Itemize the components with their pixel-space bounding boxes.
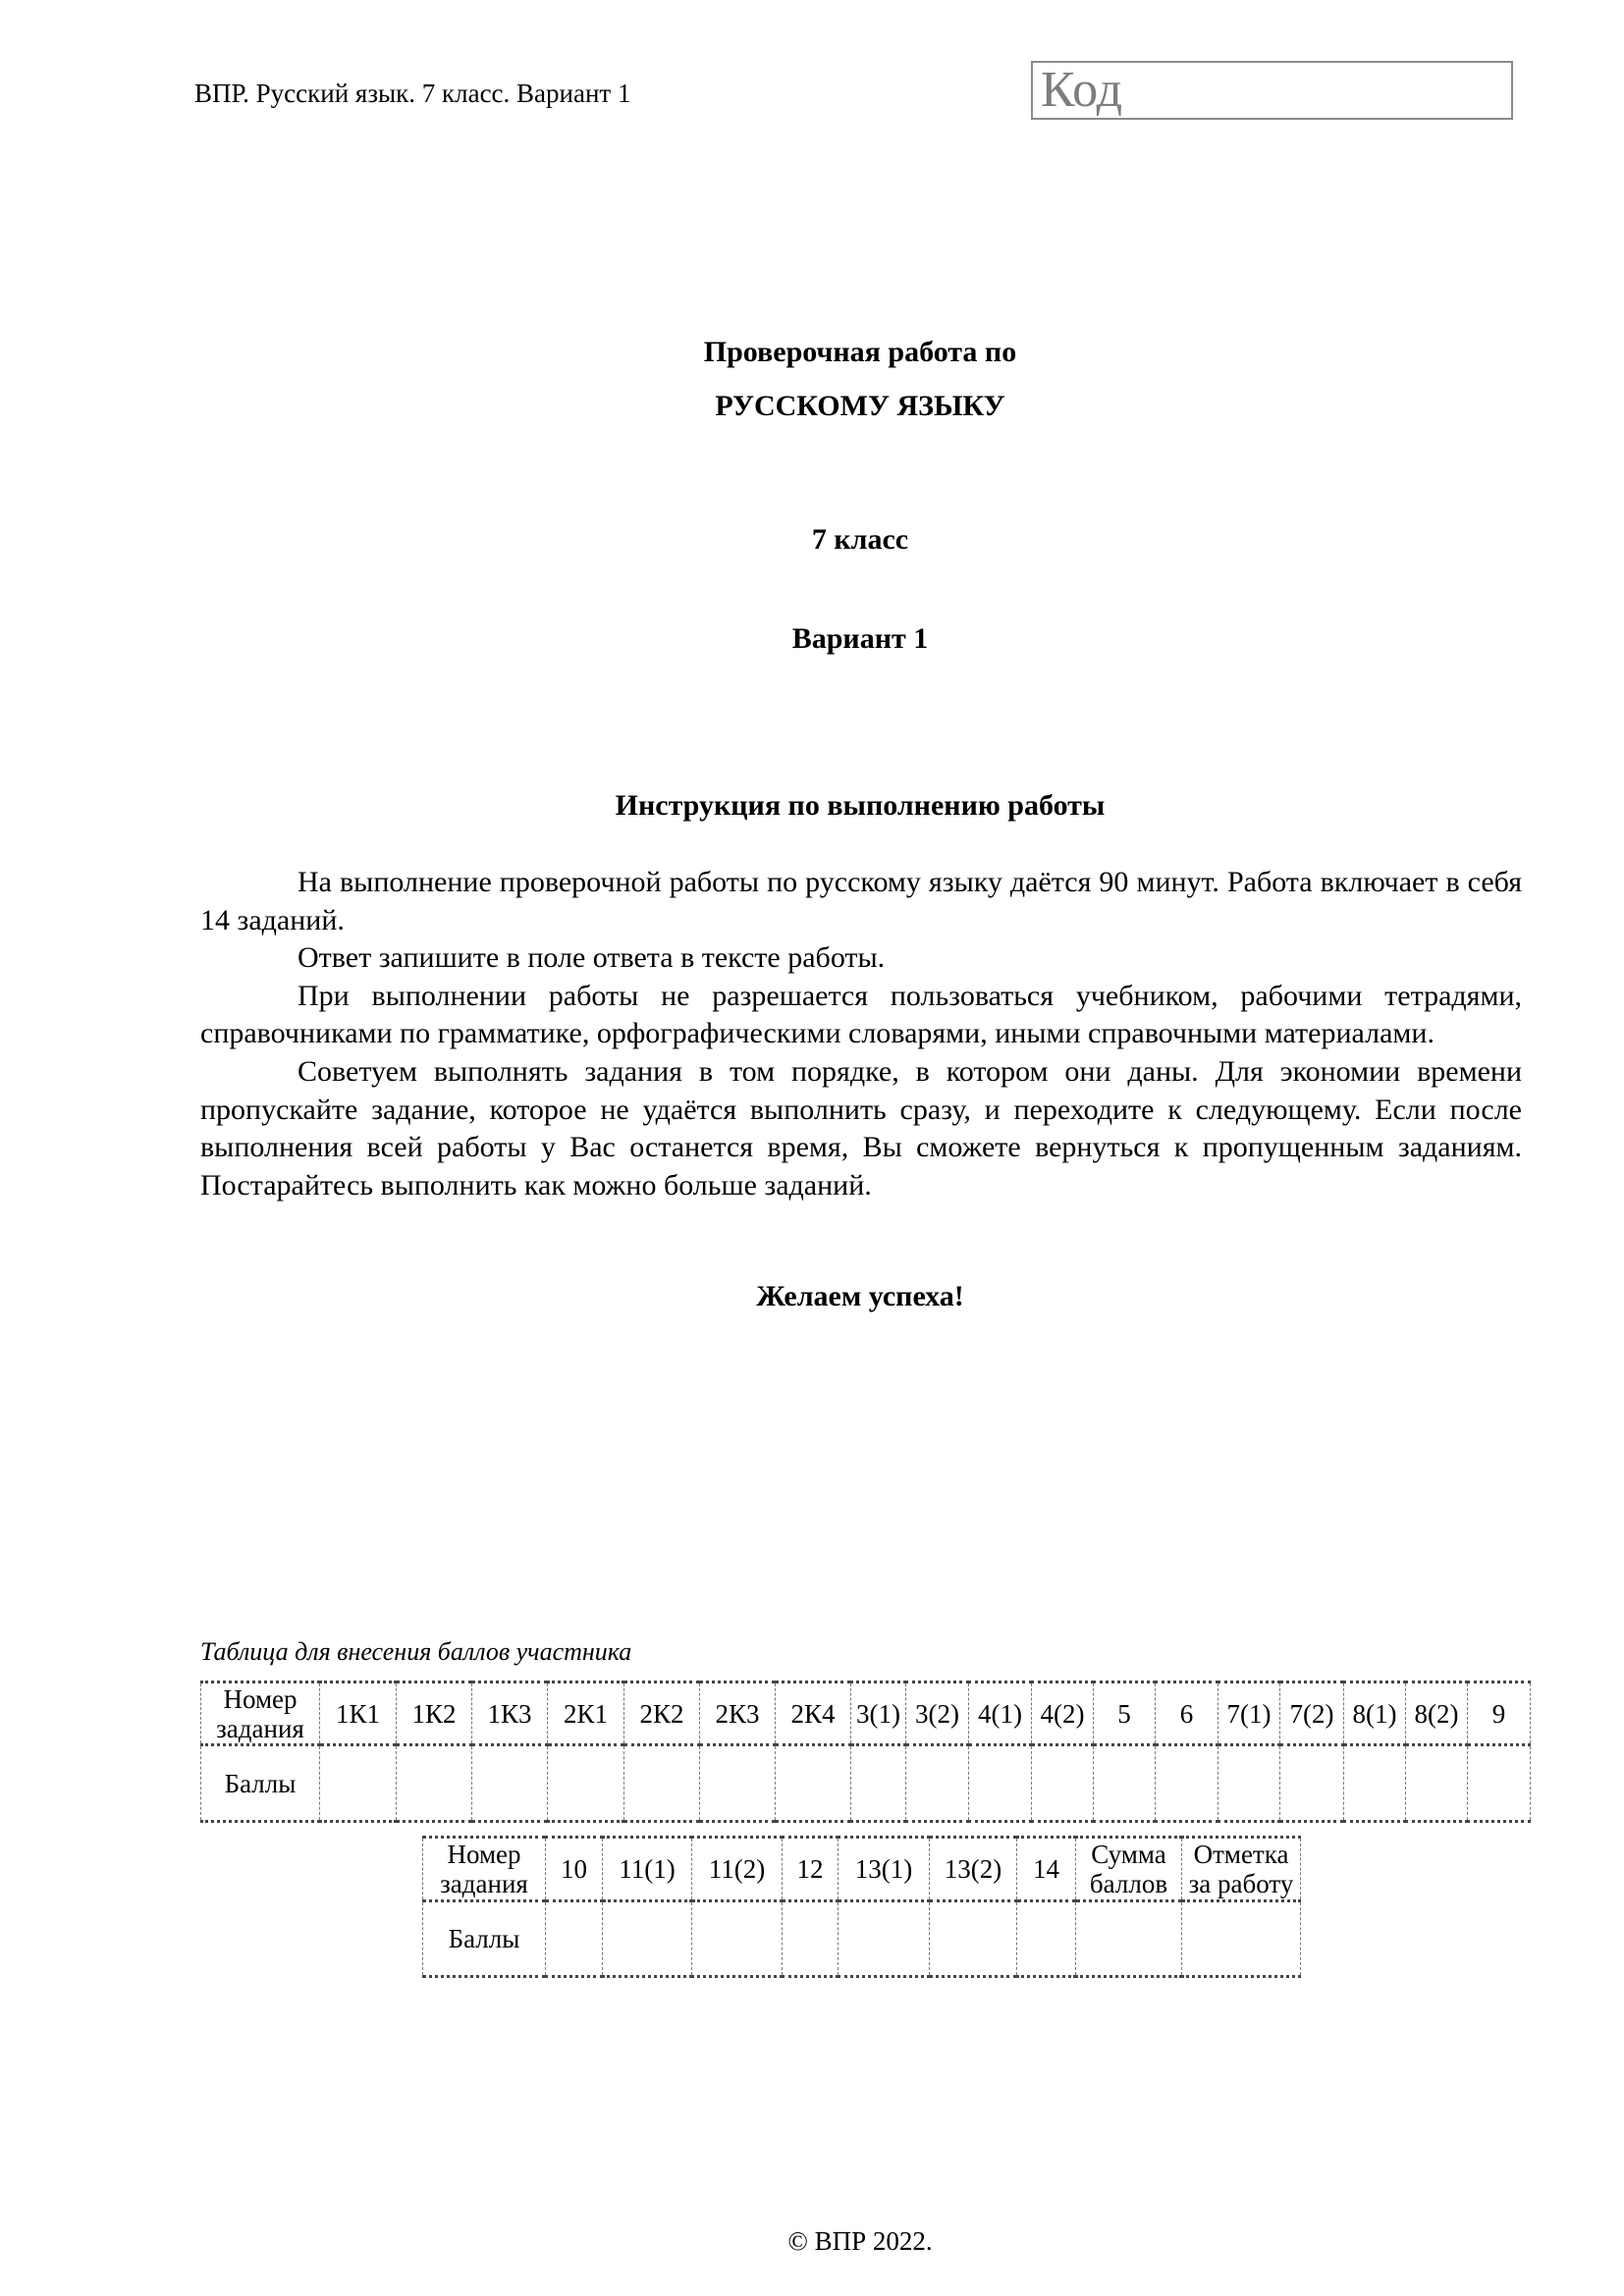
instruction-paragraph: На выполнение проверочной работы по русскому языку даётся 90 минут. Работа включает в себя 14 заданий.: [200, 866, 1522, 936]
good-luck-text: Желаем успеха!: [756, 1280, 964, 1312]
points-input-cell[interactable]: [700, 1745, 776, 1822]
points-input-cell[interactable]: [1032, 1745, 1094, 1822]
points-input-cell[interactable]: [1182, 1901, 1301, 1977]
task-number-cell: Отметка за работу: [1182, 1838, 1301, 1901]
instruction-paragraph: Советуем выполнять задания в том порядке, в котором они даны. Для экономии времени пропускайте задание, которое не удаётся выполнить сразу, и переходите к следующему. Если после выполнения всей работы у Вас останется время, Вы сможете вернуться к пропущенным заданиям. Постарайтесь выполнить как можно больше заданий.: [200, 1054, 1522, 1201]
points-input-cell[interactable]: [472, 1745, 548, 1822]
points-input-cell[interactable]: [624, 1745, 700, 1822]
task-number-cell: 13(2): [930, 1838, 1017, 1901]
task-number-cell: 14: [1017, 1838, 1076, 1901]
task-number-cell: 2К4: [776, 1682, 851, 1745]
points-input-cell[interactable]: [1468, 1745, 1531, 1822]
task-number-cell: 7(2): [1280, 1682, 1344, 1745]
points-input-cell[interactable]: [851, 1745, 906, 1822]
points-input-cell[interactable]: [548, 1745, 624, 1822]
points-input-cell[interactable]: [692, 1901, 783, 1977]
task-number-row: [201, 1682, 1531, 1745]
task-number-cell: 3(1): [851, 1682, 906, 1745]
task-number-cell: 5: [1094, 1682, 1156, 1745]
score-table-1: [200, 1681, 1531, 1823]
row-header-points: Баллы: [423, 1901, 546, 1977]
task-number-cell: 1К2: [397, 1682, 472, 1745]
task-number-cell: 2К3: [700, 1682, 776, 1745]
points-input-cell[interactable]: [1017, 1901, 1076, 1977]
points-input-cell[interactable]: [603, 1901, 692, 1977]
task-number-cell: 11(2): [692, 1838, 783, 1901]
instructions-heading: Инструкция по выполнению работы: [615, 789, 1106, 822]
points-input-cell[interactable]: [1218, 1745, 1280, 1822]
task-number-cell: 11(1): [603, 1838, 692, 1901]
task-number-cell: 1К1: [320, 1682, 397, 1745]
score-table-2: [422, 1836, 1301, 1978]
row-header-points: Баллы: [201, 1745, 320, 1822]
points-row: [423, 1901, 1301, 1977]
points-input-cell[interactable]: [776, 1745, 851, 1822]
task-number-cell: 1К3: [472, 1682, 548, 1745]
instructions-body: [200, 864, 1522, 1204]
code-field[interactable]: [1031, 61, 1513, 120]
points-input-cell[interactable]: [1094, 1745, 1156, 1822]
points-input-cell[interactable]: [1076, 1901, 1182, 1977]
copyright: © ВПР 2022.: [787, 2226, 933, 2256]
code-label: Код: [1041, 62, 1123, 118]
task-number-cell: 8(1): [1344, 1682, 1406, 1745]
row-header-task: Номер задания: [201, 1682, 320, 1745]
instruction-paragraph: Ответ запишите в поле ответа в тексте работы.: [298, 941, 886, 975]
task-number-cell: 2К2: [624, 1682, 700, 1745]
points-input-cell[interactable]: [320, 1745, 397, 1822]
points-input-cell[interactable]: [397, 1745, 472, 1822]
points-input-cell[interactable]: [783, 1901, 839, 1977]
points-input-cell[interactable]: [839, 1901, 930, 1977]
instruction-paragraph: При выполнении работы не разрешается пользоваться учебником, рабочими тетрадями, справочниками по грамматике, орфографическими словарями, иными справочными материалами.: [200, 979, 1522, 1050]
title-subject: РУССКОМУ ЯЗЫКУ: [715, 390, 1005, 422]
variant-label: Вариант 1: [791, 622, 929, 655]
points-input-cell[interactable]: [546, 1901, 603, 1977]
points-input-cell[interactable]: [1156, 1745, 1218, 1822]
task-number-cell: 6: [1156, 1682, 1218, 1745]
grade-label: 7 класс: [811, 523, 909, 556]
task-number-cell: 12: [783, 1838, 839, 1901]
points-input-cell[interactable]: [930, 1901, 1017, 1977]
title-line-1: Проверочная работа по: [703, 336, 1017, 368]
points-input-cell[interactable]: [906, 1745, 969, 1822]
task-number-cell: 2К1: [548, 1682, 624, 1745]
task-number-cell: Сумма баллов: [1076, 1838, 1182, 1901]
task-number-cell: 7(1): [1218, 1682, 1280, 1745]
task-number-cell: 8(2): [1406, 1682, 1468, 1745]
task-number-cell: 10: [546, 1838, 603, 1901]
task-number-row: [423, 1838, 1301, 1901]
points-input-cell[interactable]: [1406, 1745, 1468, 1822]
task-number-cell: 9: [1468, 1682, 1531, 1745]
row-header-task: Номер задания: [423, 1838, 546, 1901]
task-number-cell: 13(1): [839, 1838, 930, 1901]
points-input-cell[interactable]: [1280, 1745, 1344, 1822]
points-input-cell[interactable]: [969, 1745, 1032, 1822]
running-header: ВПР. Русский язык. 7 класс. Вариант 1: [194, 79, 631, 108]
task-number-cell: 3(2): [906, 1682, 969, 1745]
points-input-cell[interactable]: [1344, 1745, 1406, 1822]
points-row: [201, 1745, 1531, 1822]
table-caption: Таблица для внесения баллов участника: [200, 1637, 632, 1666]
task-number-cell: 4(1): [969, 1682, 1032, 1745]
task-number-cell: 4(2): [1032, 1682, 1094, 1745]
